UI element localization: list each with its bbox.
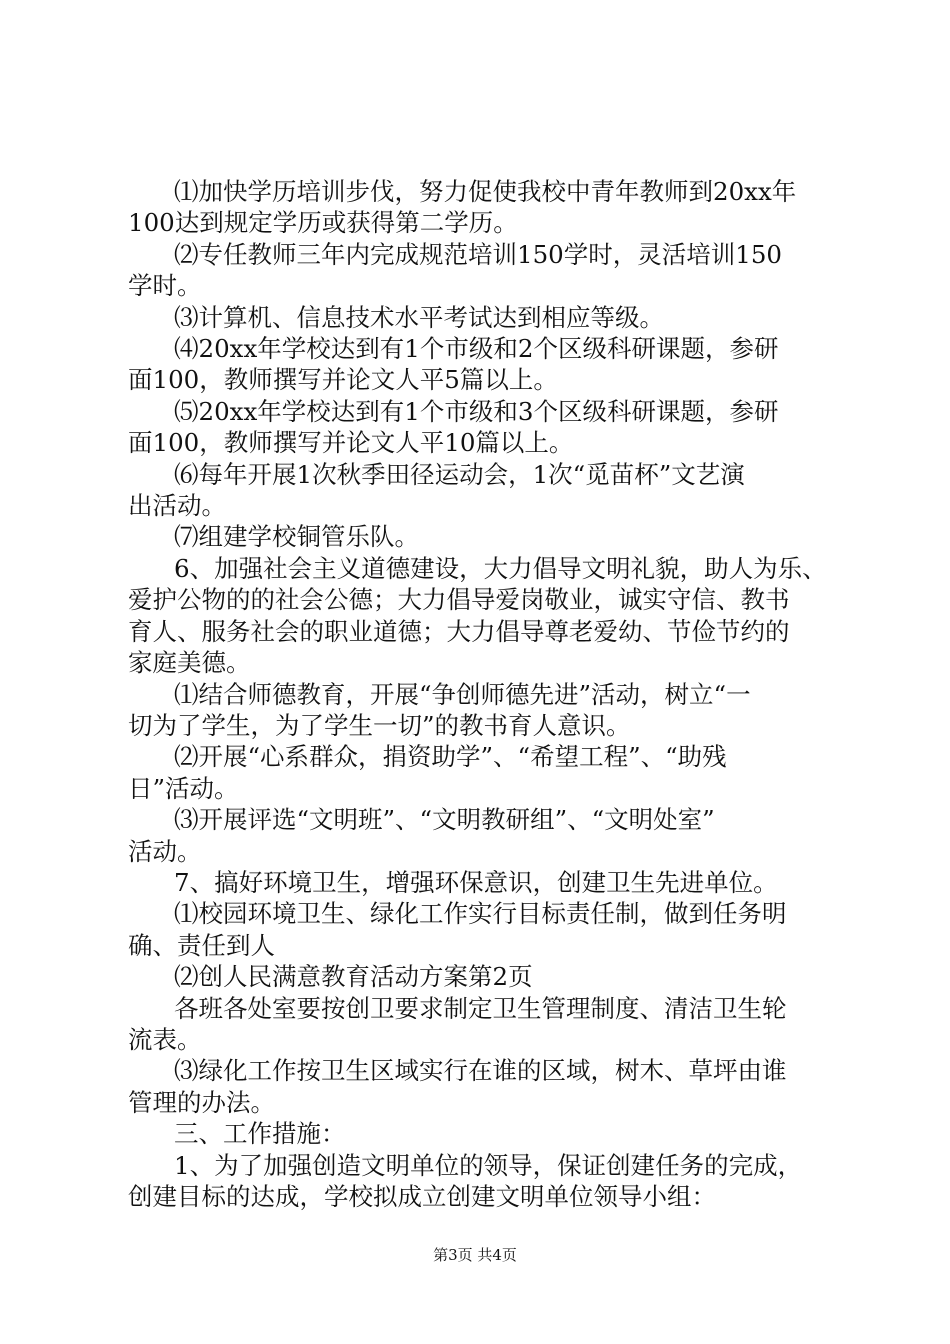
paragraph-line: 家庭美德。 (128, 648, 251, 678)
paragraph (128, 176, 838, 239)
paragraph-line: ⑵开展“心系群众，捐资助学”、“希望工程”、“助残 (174, 742, 727, 772)
paragraph-line: 育人、服务社会的职业道德；大力倡导尊老爱幼、节俭节约的 (128, 616, 790, 646)
paragraph-line: 爱护公物的的社会公德；大力倡导爱岗敬业，诚实守信、教书 (128, 585, 790, 615)
paragraph (128, 993, 838, 1056)
paragraph-line: 日”活动。 (128, 773, 239, 803)
page-footer: 第3页 共4页 (433, 1246, 517, 1264)
paragraph (128, 333, 838, 396)
paragraph-line: 7、搞好环境卫生，增强环保意识，创建卫生先进单位。 (174, 867, 778, 897)
paragraph-line: 活动。 (128, 836, 202, 866)
paragraph (128, 867, 838, 898)
paragraph-line: ⑵创人民满意教育活动方案第2页 (174, 962, 533, 992)
paragraph-line: 三、工作措施： (174, 1119, 346, 1149)
paragraph-line: 创建目标的达成，学校拟成立创建文明单位领导小组： (128, 1182, 716, 1211)
paragraph-line: ⑷20xx年学校达到有1个市级和2个区级科研课题，参研 (174, 334, 779, 364)
paragraph-line: ⑴加快学历培训步伐，努力促使我校中青年教师到20xx年 (174, 177, 797, 206)
paragraph-line: 面100，教师撰写并论文人平10篇以上。 (128, 428, 574, 458)
paragraph-line: 切为了学生，为了学生一切”的教书育人意识。 (128, 710, 631, 740)
paragraph (128, 804, 838, 867)
paragraph-line: 确、责任到人 (128, 930, 275, 960)
paragraph (128, 521, 838, 552)
paragraph (128, 553, 838, 679)
paragraph (128, 459, 838, 522)
paragraph-line: ⑴结合师德教育，开展“争创师德先进”活动，树立“一 (174, 679, 751, 709)
document-body (128, 176, 838, 1212)
paragraph-line: ⑶计算机、信息技术水平考试达到相应等级。 (174, 302, 664, 332)
paragraph (128, 1150, 838, 1213)
paragraph-line: ⑺组建学校铜管乐队。 (174, 522, 419, 552)
paragraph-line: 6、加强社会主义道德建设，大力倡导文明礼貌，助人为乐、 (174, 553, 827, 583)
paragraph-line: ⑴校园环境卫生、绿化工作实行目标责任制，做到任务明 (174, 899, 787, 929)
paragraph-line: 100达到规定学历或获得第二学历。 (128, 208, 518, 238)
paragraph-line: 1、为了加强创造文明单位的领导，保证创建任务的完成， (174, 1150, 803, 1180)
paragraph-line: ⑵专任教师三年内完成规范培训150学时，灵活培训150 (174, 239, 783, 269)
paragraph (128, 239, 838, 302)
paragraph (128, 302, 838, 333)
paragraph-line: ⑶绿化工作按卫生区域实行在谁的区域，树木、草坪由谁 (174, 1056, 787, 1086)
paragraph (128, 1118, 838, 1149)
paragraph (128, 396, 838, 459)
paragraph-line: ⑹每年开展1次秋季田径运动会，1次“觅苗杯”文艺演 (174, 459, 745, 489)
paragraph-line: 面100，教师撰写并论文人平5篇以上。 (128, 365, 558, 395)
paragraph (128, 1055, 838, 1118)
paragraph-line: 流表。 (128, 1024, 202, 1054)
paragraph (128, 961, 838, 992)
paragraph-line: 各班各处室要按创卫要求制定卫生管理制度、清洁卫生轮 (174, 993, 787, 1023)
paragraph-line: ⑸20xx年学校达到有1个市级和3个区级科研课题，参研 (174, 396, 779, 426)
paragraph-line: 管理的办法。 (128, 1087, 275, 1117)
paragraph-line: 出活动。 (128, 491, 226, 521)
paragraph-line: ⑶开展评选“文明班”、“文明教研组”、“文明处室” (174, 805, 715, 835)
paragraph (128, 679, 838, 742)
paragraph (128, 741, 838, 804)
paragraph (128, 898, 838, 961)
paragraph-line: 学时。 (128, 271, 202, 301)
